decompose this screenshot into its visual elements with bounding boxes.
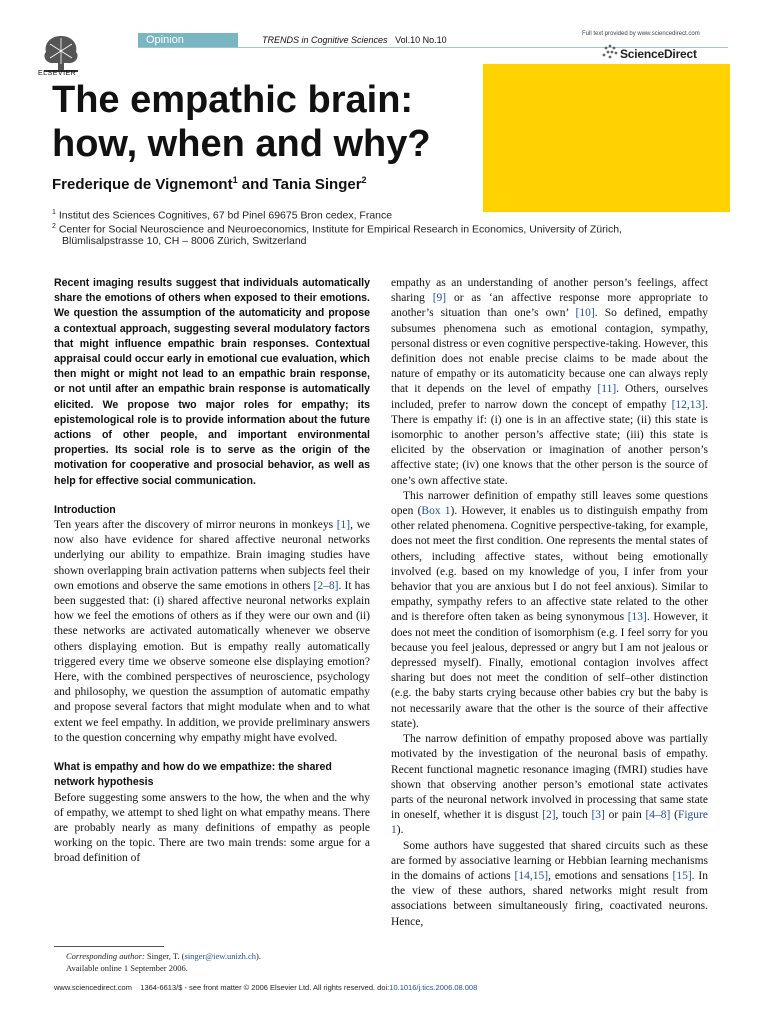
article-title: The empathic brain: how, when and why?: [52, 79, 431, 165]
ref-link[interactable]: [4–8]: [645, 809, 671, 822]
ref-link[interactable]: [1]: [336, 519, 351, 532]
ref-link[interactable]: [3]: [591, 809, 605, 822]
page-footer: [54, 983, 477, 992]
ref-link[interactable]: [10]: [575, 307, 595, 320]
intro-heading: Introduction: [54, 503, 116, 516]
available-online: Available online 1 September 2006.: [66, 963, 188, 973]
footnote-end: ).: [256, 951, 261, 961]
box-link[interactable]: Box 1: [421, 505, 451, 518]
author-1: Frederique de Vignemont: [52, 176, 233, 193]
ref-link[interactable]: [2–8]: [313, 579, 339, 592]
ref-link[interactable]: [15]: [672, 869, 692, 882]
email-link[interactable]: singer@iew.unizh.ch: [184, 951, 256, 961]
text: , emotions and sensations: [548, 869, 673, 882]
intro-paragraph: [54, 518, 370, 746]
affiliation-2-text: Center for Social Neuroscience and Neuroeconomics, Institute for Empirical Research in Economics, University of Zürich,: [58, 223, 622, 236]
affiliation-1-mark: 1: [52, 209, 56, 216]
left-column: [54, 276, 370, 867]
text: , touch: [555, 809, 592, 822]
journal-volume: Vol.10 No.10: [395, 35, 447, 45]
text: . However, it does not meet the condition of isomorphism (e.g. I feel sorry for you because you feel jealous, depressed or angry but I am not jealous or depressed myself). Finally, emotional contagion involves affect sharing but does not meet the condition of self–other distinction (e.g. the baby starts crying because other babies cry but the baby is not necessarily aware that the other is the source of their affective state).: [391, 611, 708, 730]
ref-link[interactable]: [2]: [542, 809, 556, 822]
highlight-box: [483, 64, 730, 212]
paragraph: [391, 732, 708, 838]
paragraph: [391, 489, 708, 732]
sciencedirect-wordmark: ScienceDirect: [620, 47, 697, 61]
section-heading: What is empathy and how do we empathize: the shared network hypothesis: [54, 761, 332, 789]
footnote-rule: [54, 946, 164, 947]
ref-link[interactable]: [13]: [627, 611, 647, 624]
text: . So defined, empathy subsumes phenomena such as emotional contagion, sympathy, personal distress or even cognitive perspective-taking. However, this definition does not enable precise claims to be made about the nature of empathy or its automaticity because one can always reply that it depends on the level of empathy: [391, 307, 708, 396]
abstract: Recent imaging results suggest that individuals automatically share the emotions of others when exposed to their emotions. We question the assumption of the automaticity and propose a contextual approach, suggesting several modulatory factors that might influence empathic brain responses. Contextual appraisal could occur early in emotional cue evaluation, which then might or might not lead to an empathic brain response, or not until after an empathic brain response is automatically elicited. We propose two major roles for empathy; its epistemological role is to provide information about the future actions of other people, and important environmental properties. Its social role is to serve as the origin of the motivation for cooperative and prosocial behavior, as well as help for effective social communication.: [54, 277, 370, 487]
text: . In the view of these authors, shared networks might result from associations between simultaneously firing, coactivated neurons. Hence,: [391, 869, 709, 928]
publisher-name: ELSEVIER: [38, 70, 77, 77]
author-1-affil-mark: 1: [232, 175, 238, 185]
journal-name: TRENDS in Cognitive Sciences: [262, 35, 388, 45]
author-2-affil-mark: 2: [361, 175, 367, 185]
section-paragraph: Before suggesting some answers to the how, the when and the why of empathy, we attempt to shed light on what empathy means. There are probably nearly as many definitions of empathy as people working on the topic. There are two main trends: some argue for a broad definition of: [54, 791, 370, 865]
ref-link[interactable]: [11]: [597, 383, 617, 396]
footnote-name: Singer, T. (: [144, 951, 185, 961]
doi-link[interactable]: 10.1016/j.tics.2006.08.008: [389, 983, 478, 992]
text: . There is empathy if: (i) one is in an affective state; (ii) this state is isomorphic to another person’s affective state; (iii) this state is elicited by the observation or imagination of another person’s affective state; (iv) one knows that the other person is the source of one’s own affective state.: [391, 398, 708, 487]
corresponding-author: [66, 950, 261, 962]
footer-text: www.sciencedirect.com 1364-6613/$ - see front matter © 2006 Elsevier Ltd. All rights reserved. doi:: [54, 983, 390, 992]
affiliation-1-text: Institut des Sciences Cognitives, 67 bd Pinel 69675 Bron cedex, France: [58, 209, 393, 222]
text: ).: [396, 824, 404, 837]
text: or pain: [604, 809, 646, 822]
text: This narrower definition of empathy still leaves some questions open (: [391, 489, 708, 518]
author-line: [52, 175, 367, 193]
fulltext-note: Full text provided by www.sciencedirect.com: [582, 31, 700, 37]
text: . It has been suggested that: (i) shared affective neuronal networks explain how we feel the emotions of others as if they were our own and (ii) these networks are activated automatically whenever we observe others displaying emotion. But is empathy really automatically triggered every time we observe someone else displaying emotion? Here, with the combined perspectives of neuroscience, psychology and philosophy, we question the assumption of automatic empathy and propose several factors that might modulate when and to what extent we feel empathy. In addition, we provide preliminary answers to the question concerning why empathy might have evolved.: [54, 579, 370, 744]
journal-info: [262, 35, 447, 45]
footnote-label: Corresponding author:: [66, 951, 145, 961]
affiliation-2-mark: 2: [52, 223, 56, 230]
figure-link[interactable]: Figure 1: [391, 809, 708, 837]
text: Ten years after the discovery of mirror neurons in monkeys: [54, 519, 337, 532]
author-connector: and: [237, 176, 273, 193]
text: , we now also have evidence for shared affective neuronal networks underlying our ability to empathize. Brain imaging studies have shown overlapping brain activation patterns when subjects feel their own emotions and observe the same emotions in others: [54, 519, 370, 592]
section-tab: Opinion: [138, 33, 238, 47]
ref-link[interactable]: [9]: [432, 292, 447, 305]
text: Some authors have suggested that shared circuits such as these are formed by associative learning or Hebbian learning mechanisms in the domains of actions: [391, 839, 708, 882]
paragraph: [391, 276, 708, 489]
text: (: [670, 809, 678, 822]
right-column: [391, 276, 708, 930]
author-2: Tania Singer: [272, 176, 362, 193]
text: The narrow definition of empathy proposed above was partially motivated by the investigation of the neuronal basis of empathy. Recent functional magnetic resonance imaging (fMRI) studies have shown that observing another person’s emotional state activates parts of the neuronal network involved in processing that same state in oneself, whether it is disgust: [391, 733, 708, 822]
text: empathy as an understanding of another person’s feelings, affect sharing: [391, 277, 708, 305]
ref-link[interactable]: [12,13]: [671, 398, 706, 411]
paragraph: [391, 839, 708, 930]
affiliation-2-cont: Blümlisalpstrasse 10, CH – 8006 Zürich, Switzerland: [62, 235, 307, 247]
text: ). However, it enables us to distinguish empathy from other related phenomena. Cognitive perspective-taking, for example, does not meet the first condition. One represents the mental states of others, including affective states, without being emotionally involved (e.g. based on my knowledge of you, I infer from your behavior that you are anxious but I do not feel anxious). Similar to empathy, sympathy refers to an affective state related to the other and is therefore often taken as being synonymous: [391, 505, 709, 624]
ref-link[interactable]: [14,15]: [514, 869, 549, 882]
text: . Others, ourselves included, prefer to narrow down the concept of empathy: [391, 383, 709, 411]
text: or as ‘an affective response more appropriate to another’s situation than one’s own’: [391, 292, 709, 320]
